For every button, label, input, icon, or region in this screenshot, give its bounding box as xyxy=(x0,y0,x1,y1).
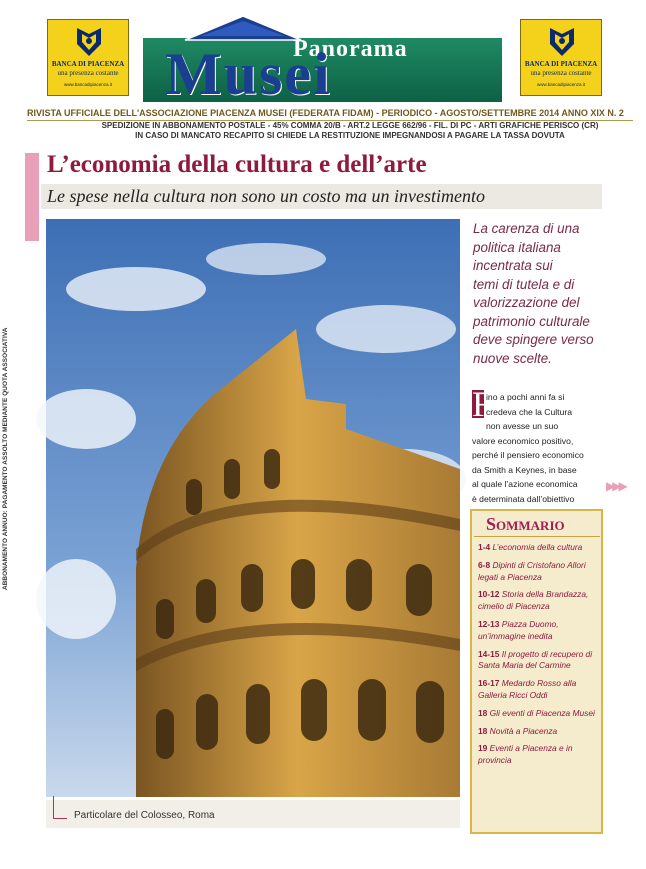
postal-info: SPEDIZIONE IN ABBONAMENTO POSTALE - 45% COMMA 20/B - ART.2 LEGGE 662/96 - FIL. DI PC - ARTI GRAFICHE PERISCO (CR) xyxy=(101,121,599,130)
caption-marker-h xyxy=(53,818,67,819)
sommario-text: L’economia della cultura xyxy=(492,542,583,552)
sommario-item[interactable] xyxy=(478,542,600,554)
publication-info: RIVISTA UFFICIALE DELL'ASSOCIAZIONE PIACENZA MUSEI (FEDERATA FIDAM) - PERIODICO - AGOSTO/SETTEMBRE 2014 ANNO XIX N. 2 xyxy=(27,108,624,118)
pullquote-line: deve spingere verso xyxy=(473,332,594,347)
sommario-page: 18 xyxy=(478,725,488,736)
colosseum-illustration xyxy=(46,219,460,797)
sommario-text: Gli eventi di Piacenza Musei xyxy=(489,707,595,718)
pullquote-line: valorizzazione del xyxy=(473,295,580,310)
bank-emblem-icon xyxy=(74,26,104,58)
colosseum-photo[interactable] xyxy=(46,219,460,797)
sommario-item[interactable] xyxy=(478,708,600,720)
article-headline: L’economia della cultura e dell’arte xyxy=(47,151,427,178)
sommario-text: Novità a Piacenza xyxy=(489,725,558,736)
pullquote-line: patrimonio culturale xyxy=(473,313,590,329)
sommario-page: 1-4 xyxy=(478,542,491,552)
sommario-page: 10-12 xyxy=(478,589,500,600)
body-line: è determinata dall’obiettivo xyxy=(472,493,575,504)
body-line: perché il pensiero economico xyxy=(472,450,584,460)
sommario-text: Piazza Duomo, un’immagine inedita xyxy=(478,618,559,641)
caption-marker xyxy=(53,796,54,818)
sommario-item[interactable] xyxy=(478,726,600,738)
sommario-title: Sommario xyxy=(486,514,565,534)
temple-pediment-icon xyxy=(183,14,303,42)
bank-logo-left[interactable] xyxy=(47,19,129,96)
sommario-divider xyxy=(474,536,600,537)
article-subhead: Le spese nella cultura non sono un costo ma un investimento xyxy=(47,186,485,206)
bank-site: www.bancadipiacenza.it xyxy=(536,82,586,87)
sommario-text: Eventi a Piacenza e in provincia xyxy=(478,743,573,766)
sommario-text: Medardo Rosso alla Galleria Ricci Oddi xyxy=(478,678,577,700)
sommario-item[interactable] xyxy=(478,743,600,767)
pullquote-line: La carenza di una xyxy=(473,221,580,236)
article-body xyxy=(472,384,622,506)
sommario-page: 16-17 xyxy=(478,678,500,689)
pullquote-line: politica italiana xyxy=(473,239,561,255)
body-line: valore economico positivo, xyxy=(472,435,574,446)
sommario-page: 6-8 xyxy=(478,559,491,570)
sommario-page: 18 xyxy=(478,707,488,718)
bank-name: BANCA DI PIACENZA xyxy=(524,60,598,68)
bank-motto: una presenza costante xyxy=(57,69,119,77)
continue-arrows-icon[interactable]: ▶▶▶ xyxy=(606,479,625,493)
body-line: non avesse un suo xyxy=(486,421,559,431)
pullquote xyxy=(473,220,633,368)
sommario-item[interactable] xyxy=(478,678,600,702)
sommario-page: 12-13 xyxy=(478,618,500,629)
bank-emblem-icon xyxy=(547,26,577,58)
body-line: ino a pochi anni fa si xyxy=(486,392,565,402)
bank-logo-right[interactable] xyxy=(520,19,602,96)
sommario-item[interactable] xyxy=(478,560,600,584)
side-note-text: ABBONAMENTO ANNUO: PAGAMENTO ASSOLTO MEDIANTE QUOTA ASSOCIATIVA xyxy=(2,327,9,590)
sommario-item[interactable] xyxy=(478,619,600,643)
masthead xyxy=(143,14,502,107)
photo-caption: Particolare del Colosseo, Roma xyxy=(74,810,215,821)
bank-motto: una presenza costante xyxy=(530,69,592,77)
body-line: credeva che la Cultura xyxy=(486,406,572,417)
sommario-item[interactable] xyxy=(478,589,600,613)
masthead-musei: Musei xyxy=(165,41,332,107)
sommario-text: Storia della Brandazza, cimelio di Piacenza xyxy=(478,589,589,612)
body-line: al quale l’azione economica xyxy=(472,479,578,489)
masthead-panorama: Panorama xyxy=(293,36,408,62)
headline-accent-bar xyxy=(25,153,39,241)
sommario-item[interactable] xyxy=(478,649,600,673)
bank-name: BANCA DI PIACENZA xyxy=(51,60,125,68)
pullquote-line: temi di tutela e di xyxy=(473,276,575,292)
sommario-page: 14-15 xyxy=(478,648,500,659)
return-info: IN CASO DI MANCATO RECAPITO SI CHIEDE LA RESTITUZIONE IMPEGNANDOSI A PAGARE LA TASSA DOVUTA xyxy=(135,131,565,140)
sommario-page: 19 xyxy=(478,743,488,754)
pullquote-line: nuove scelte. xyxy=(473,350,552,366)
drop-cap: F xyxy=(472,384,493,424)
sommario-list xyxy=(478,542,600,773)
sommario-text: Il progetto di recupero di Santa Maria del Carmine xyxy=(478,648,593,671)
bank-site: www.bancadipiacenza.it xyxy=(63,82,113,87)
body-line: da Smith a Keynes, in base xyxy=(472,464,577,475)
sommario-text: Dipinti di Cristofano Allori legati a Piacenza xyxy=(478,559,586,582)
pullquote-line: incentrata sui xyxy=(473,258,553,273)
subscription-side-note xyxy=(0,150,14,590)
